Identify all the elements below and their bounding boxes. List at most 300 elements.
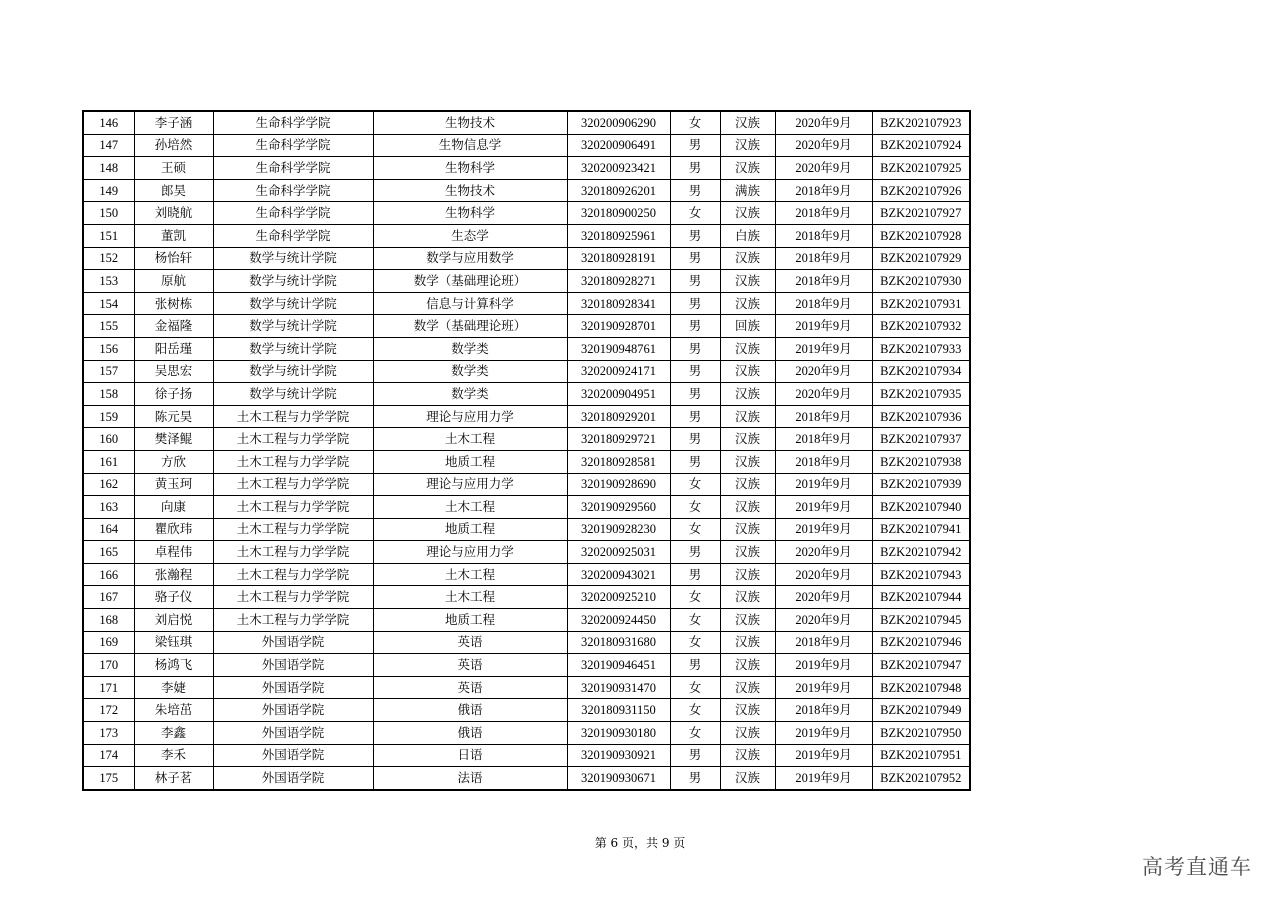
- table-row: [83, 157, 970, 180]
- index-cell: 153: [83, 270, 134, 293]
- major-cell: 英语: [373, 676, 567, 699]
- admission-date-cell: 2020年9月: [775, 586, 872, 609]
- major-cell: 英语: [373, 631, 567, 654]
- table-row: [83, 360, 970, 383]
- gender-cell: 女: [670, 609, 720, 632]
- index-cell: 170: [83, 654, 134, 677]
- certificate-code-cell: BZK202107951: [872, 744, 970, 767]
- gender-cell: 女: [670, 202, 720, 225]
- name-cell: 王硕: [134, 157, 213, 180]
- certificate-code-cell: BZK202107928: [872, 224, 970, 247]
- name-cell: 方欣: [134, 450, 213, 473]
- table-row: [83, 496, 970, 519]
- college-cell: 数学与统计学院: [213, 383, 373, 406]
- major-cell: 土木工程: [373, 496, 567, 519]
- college-cell: 外国语学院: [213, 744, 373, 767]
- student-roster-table: [82, 110, 971, 791]
- major-cell: 日语: [373, 744, 567, 767]
- student-id-cell: 320190928701: [567, 315, 670, 338]
- ethnicity-cell: 汉族: [720, 631, 775, 654]
- name-cell: 张瀚程: [134, 563, 213, 586]
- ethnicity-cell: 汉族: [720, 518, 775, 541]
- index-cell: 154: [83, 292, 134, 315]
- major-cell: 数学类: [373, 337, 567, 360]
- major-cell: 地质工程: [373, 518, 567, 541]
- ethnicity-cell: 汉族: [720, 609, 775, 632]
- table-row: [83, 405, 970, 428]
- name-cell: 李子涵: [134, 111, 213, 134]
- admission-date-cell: 2018年9月: [775, 450, 872, 473]
- major-cell: 法语: [373, 767, 567, 790]
- major-cell: 理论与应用力学: [373, 473, 567, 496]
- ethnicity-cell: 汉族: [720, 450, 775, 473]
- name-cell: 原航: [134, 270, 213, 293]
- ethnicity-cell: 汉族: [720, 744, 775, 767]
- gender-cell: 女: [670, 631, 720, 654]
- index-cell: 159: [83, 405, 134, 428]
- major-cell: 生物科学: [373, 157, 567, 180]
- admission-date-cell: 2020年9月: [775, 157, 872, 180]
- gender-cell: 男: [670, 428, 720, 451]
- student-id-cell: 320180931150: [567, 699, 670, 722]
- major-cell: 土木工程: [373, 428, 567, 451]
- index-cell: 149: [83, 179, 134, 202]
- gender-cell: 男: [670, 157, 720, 180]
- college-cell: 土木工程与力学学院: [213, 450, 373, 473]
- gender-cell: 女: [670, 473, 720, 496]
- table-row: [83, 315, 970, 338]
- major-cell: 理论与应用力学: [373, 405, 567, 428]
- certificate-code-cell: BZK202107929: [872, 247, 970, 270]
- page-number: 第 6 页，共 9 页: [594, 836, 686, 850]
- table-row: [83, 224, 970, 247]
- index-cell: 167: [83, 586, 134, 609]
- student-id-cell: 320200924450: [567, 609, 670, 632]
- index-cell: 166: [83, 563, 134, 586]
- college-cell: 土木工程与力学学院: [213, 405, 373, 428]
- student-id-cell: 320200923421: [567, 157, 670, 180]
- admission-date-cell: 2019年9月: [775, 722, 872, 745]
- student-id-cell: 320190930180: [567, 722, 670, 745]
- certificate-code-cell: BZK202107936: [872, 405, 970, 428]
- college-cell: 土木工程与力学学院: [213, 609, 373, 632]
- index-cell: 151: [83, 224, 134, 247]
- ethnicity-cell: 汉族: [720, 157, 775, 180]
- ethnicity-cell: 汉族: [720, 247, 775, 270]
- major-cell: 地质工程: [373, 450, 567, 473]
- admission-date-cell: 2019年9月: [775, 473, 872, 496]
- certificate-code-cell: BZK202107934: [872, 360, 970, 383]
- index-cell: 148: [83, 157, 134, 180]
- major-cell: 生物技术: [373, 179, 567, 202]
- gender-cell: 男: [670, 224, 720, 247]
- certificate-code-cell: BZK202107925: [872, 157, 970, 180]
- index-cell: 162: [83, 473, 134, 496]
- index-cell: 157: [83, 360, 134, 383]
- name-cell: 金福隆: [134, 315, 213, 338]
- certificate-code-cell: BZK202107945: [872, 609, 970, 632]
- name-cell: 刘晓航: [134, 202, 213, 225]
- index-cell: 172: [83, 699, 134, 722]
- certificate-code-cell: BZK202107949: [872, 699, 970, 722]
- index-cell: 147: [83, 134, 134, 157]
- gender-cell: 男: [670, 134, 720, 157]
- gender-cell: 男: [670, 654, 720, 677]
- certificate-code-cell: BZK202107940: [872, 496, 970, 519]
- major-cell: 信息与计算科学: [373, 292, 567, 315]
- gender-cell: 男: [670, 767, 720, 790]
- name-cell: 卓程伟: [134, 541, 213, 564]
- gender-cell: 女: [670, 676, 720, 699]
- student-id-cell: 320200904951: [567, 383, 670, 406]
- admission-date-cell: 2019年9月: [775, 518, 872, 541]
- student-id-cell: 320190946451: [567, 654, 670, 677]
- certificate-code-cell: BZK202107947: [872, 654, 970, 677]
- college-cell: 生命科学学院: [213, 179, 373, 202]
- college-cell: 外国语学院: [213, 676, 373, 699]
- certificate-code-cell: BZK202107931: [872, 292, 970, 315]
- major-cell: 数学（基础理论班）: [373, 315, 567, 338]
- index-cell: 163: [83, 496, 134, 519]
- college-cell: 数学与统计学院: [213, 292, 373, 315]
- gender-cell: 男: [670, 337, 720, 360]
- ethnicity-cell: 满族: [720, 179, 775, 202]
- index-cell: 156: [83, 337, 134, 360]
- name-cell: 瞿欣玮: [134, 518, 213, 541]
- ethnicity-cell: 汉族: [720, 654, 775, 677]
- index-cell: 168: [83, 609, 134, 632]
- certificate-code-cell: BZK202107937: [872, 428, 970, 451]
- index-cell: 152: [83, 247, 134, 270]
- major-cell: 英语: [373, 654, 567, 677]
- name-cell: 刘启悦: [134, 609, 213, 632]
- ethnicity-cell: 汉族: [720, 767, 775, 790]
- student-id-cell: 320200925031: [567, 541, 670, 564]
- gender-cell: 女: [670, 722, 720, 745]
- name-cell: 林子茗: [134, 767, 213, 790]
- college-cell: 土木工程与力学学院: [213, 496, 373, 519]
- name-cell: 黄玉珂: [134, 473, 213, 496]
- ethnicity-cell: 汉族: [720, 270, 775, 293]
- college-cell: 生命科学学院: [213, 134, 373, 157]
- ethnicity-cell: 汉族: [720, 473, 775, 496]
- college-cell: 生命科学学院: [213, 224, 373, 247]
- student-id-cell: 320200924171: [567, 360, 670, 383]
- ethnicity-cell: 汉族: [720, 676, 775, 699]
- table-row: [83, 202, 970, 225]
- student-id-cell: 320190930921: [567, 744, 670, 767]
- ethnicity-cell: 汉族: [720, 541, 775, 564]
- table-row: [83, 563, 970, 586]
- ethnicity-cell: 汉族: [720, 360, 775, 383]
- admission-date-cell: 2020年9月: [775, 383, 872, 406]
- major-cell: 俄语: [373, 699, 567, 722]
- student-id-cell: 320200925210: [567, 586, 670, 609]
- name-cell: 张树栋: [134, 292, 213, 315]
- name-cell: 董凯: [134, 224, 213, 247]
- student-id-cell: 320180928341: [567, 292, 670, 315]
- index-cell: 155: [83, 315, 134, 338]
- roster-body: [83, 111, 970, 790]
- table-row: [83, 586, 970, 609]
- index-cell: 164: [83, 518, 134, 541]
- gender-cell: 男: [670, 292, 720, 315]
- student-id-cell: 320180925961: [567, 224, 670, 247]
- name-cell: 向康: [134, 496, 213, 519]
- gender-cell: 女: [670, 699, 720, 722]
- index-cell: 173: [83, 722, 134, 745]
- student-id-cell: 320200906290: [567, 111, 670, 134]
- name-cell: 骆子仪: [134, 586, 213, 609]
- major-cell: 数学（基础理论班）: [373, 270, 567, 293]
- admission-date-cell: 2018年9月: [775, 292, 872, 315]
- table-row: [83, 767, 970, 790]
- admission-date-cell: 2019年9月: [775, 496, 872, 519]
- college-cell: 外国语学院: [213, 767, 373, 790]
- ethnicity-cell: 汉族: [720, 202, 775, 225]
- ethnicity-cell: 白族: [720, 224, 775, 247]
- admission-date-cell: 2018年9月: [775, 179, 872, 202]
- student-id-cell: 320180931680: [567, 631, 670, 654]
- certificate-code-cell: BZK202107926: [872, 179, 970, 202]
- certificate-code-cell: BZK202107924: [872, 134, 970, 157]
- admission-date-cell: 2018年9月: [775, 699, 872, 722]
- admission-date-cell: 2020年9月: [775, 541, 872, 564]
- name-cell: 樊泽鲲: [134, 428, 213, 451]
- admission-date-cell: 2018年9月: [775, 631, 872, 654]
- ethnicity-cell: 回族: [720, 315, 775, 338]
- admission-date-cell: 2020年9月: [775, 134, 872, 157]
- college-cell: 土木工程与力学学院: [213, 428, 373, 451]
- table-row: [83, 134, 970, 157]
- college-cell: 数学与统计学院: [213, 360, 373, 383]
- college-cell: 外国语学院: [213, 654, 373, 677]
- certificate-code-cell: BZK202107943: [872, 563, 970, 586]
- admission-date-cell: 2019年9月: [775, 654, 872, 677]
- gender-cell: 女: [670, 496, 720, 519]
- gender-cell: 男: [670, 383, 720, 406]
- name-cell: 吴思宏: [134, 360, 213, 383]
- admission-date-cell: 2020年9月: [775, 360, 872, 383]
- ethnicity-cell: 汉族: [720, 428, 775, 451]
- table-row: [83, 722, 970, 745]
- certificate-code-cell: BZK202107938: [872, 450, 970, 473]
- certificate-code-cell: BZK202107932: [872, 315, 970, 338]
- table-row: [83, 518, 970, 541]
- certificate-code-cell: BZK202107927: [872, 202, 970, 225]
- student-id-cell: 320180928271: [567, 270, 670, 293]
- name-cell: 朱培茁: [134, 699, 213, 722]
- major-cell: 土木工程: [373, 563, 567, 586]
- college-cell: 外国语学院: [213, 722, 373, 745]
- student-id-cell: 320180900250: [567, 202, 670, 225]
- gender-cell: 男: [670, 541, 720, 564]
- gender-cell: 男: [670, 405, 720, 428]
- index-cell: 175: [83, 767, 134, 790]
- admission-date-cell: 2018年9月: [775, 270, 872, 293]
- table-row: [83, 383, 970, 406]
- name-cell: 郎昊: [134, 179, 213, 202]
- table-row: [83, 609, 970, 632]
- student-id-cell: 320180929201: [567, 405, 670, 428]
- name-cell: 徐子扬: [134, 383, 213, 406]
- student-id-cell: 320190930671: [567, 767, 670, 790]
- index-cell: 160: [83, 428, 134, 451]
- name-cell: 杨怡轩: [134, 247, 213, 270]
- student-id-cell: 320180926201: [567, 179, 670, 202]
- table-row: [83, 541, 970, 564]
- name-cell: 梁钰琪: [134, 631, 213, 654]
- major-cell: 数学与应用数学: [373, 247, 567, 270]
- admission-date-cell: 2019年9月: [775, 744, 872, 767]
- certificate-code-cell: BZK202107948: [872, 676, 970, 699]
- table-row: [83, 473, 970, 496]
- table-row: [83, 428, 970, 451]
- student-id-cell: 320190928230: [567, 518, 670, 541]
- college-cell: 外国语学院: [213, 699, 373, 722]
- table-row: [83, 337, 970, 360]
- certificate-code-cell: BZK202107939: [872, 473, 970, 496]
- index-cell: 146: [83, 111, 134, 134]
- major-cell: 生态学: [373, 224, 567, 247]
- student-id-cell: 320200943021: [567, 563, 670, 586]
- certificate-code-cell: BZK202107935: [872, 383, 970, 406]
- certificate-code-cell: BZK202107950: [872, 722, 970, 745]
- major-cell: 地质工程: [373, 609, 567, 632]
- college-cell: 数学与统计学院: [213, 247, 373, 270]
- table-row: [83, 631, 970, 654]
- college-cell: 外国语学院: [213, 631, 373, 654]
- name-cell: 李鑫: [134, 722, 213, 745]
- table-row: [83, 450, 970, 473]
- table-row: [83, 111, 970, 134]
- gender-cell: 女: [670, 586, 720, 609]
- gender-cell: 女: [670, 518, 720, 541]
- watermark-logo: 高考直通车: [1142, 855, 1252, 879]
- gender-cell: 男: [670, 315, 720, 338]
- admission-date-cell: 2018年9月: [775, 224, 872, 247]
- index-cell: 158: [83, 383, 134, 406]
- college-cell: 土木工程与力学学院: [213, 473, 373, 496]
- major-cell: 俄语: [373, 722, 567, 745]
- name-cell: 李婕: [134, 676, 213, 699]
- name-cell: 杨鸿飞: [134, 654, 213, 677]
- gender-cell: 男: [670, 270, 720, 293]
- certificate-code-cell: BZK202107942: [872, 541, 970, 564]
- ethnicity-cell: 汉族: [720, 134, 775, 157]
- table-row: [83, 676, 970, 699]
- college-cell: 数学与统计学院: [213, 337, 373, 360]
- admission-date-cell: 2020年9月: [775, 609, 872, 632]
- ethnicity-cell: 汉族: [720, 337, 775, 360]
- admission-date-cell: 2018年9月: [775, 202, 872, 225]
- major-cell: 生物科学: [373, 202, 567, 225]
- college-cell: 生命科学学院: [213, 202, 373, 225]
- student-id-cell: 320190928690: [567, 473, 670, 496]
- college-cell: 土木工程与力学学院: [213, 518, 373, 541]
- student-id-cell: 320200906491: [567, 134, 670, 157]
- college-cell: 土木工程与力学学院: [213, 563, 373, 586]
- table-row: [83, 699, 970, 722]
- major-cell: 数学类: [373, 360, 567, 383]
- certificate-code-cell: BZK202107944: [872, 586, 970, 609]
- college-cell: 数学与统计学院: [213, 270, 373, 293]
- table-row: [83, 247, 970, 270]
- certificate-code-cell: BZK202107923: [872, 111, 970, 134]
- major-cell: 理论与应用力学: [373, 541, 567, 564]
- gender-cell: 男: [670, 744, 720, 767]
- ethnicity-cell: 汉族: [720, 722, 775, 745]
- gender-cell: 女: [670, 111, 720, 134]
- admission-date-cell: 2020年9月: [775, 111, 872, 134]
- student-id-cell: 320190931470: [567, 676, 670, 699]
- major-cell: 生物技术: [373, 111, 567, 134]
- ethnicity-cell: 汉族: [720, 383, 775, 406]
- college-cell: 土木工程与力学学院: [213, 541, 373, 564]
- table-row: [83, 179, 970, 202]
- table-row: [83, 270, 970, 293]
- gender-cell: 男: [670, 247, 720, 270]
- name-cell: 李禾: [134, 744, 213, 767]
- table-row: [83, 654, 970, 677]
- admission-date-cell: 2018年9月: [775, 428, 872, 451]
- college-cell: 土木工程与力学学院: [213, 586, 373, 609]
- certificate-code-cell: BZK202107946: [872, 631, 970, 654]
- college-cell: 生命科学学院: [213, 111, 373, 134]
- ethnicity-cell: 汉族: [720, 292, 775, 315]
- admission-date-cell: 2019年9月: [775, 767, 872, 790]
- admission-date-cell: 2018年9月: [775, 247, 872, 270]
- major-cell: 土木工程: [373, 586, 567, 609]
- index-cell: 165: [83, 541, 134, 564]
- admission-date-cell: 2019年9月: [775, 315, 872, 338]
- student-id-cell: 320190948761: [567, 337, 670, 360]
- index-cell: 171: [83, 676, 134, 699]
- admission-date-cell: 2020年9月: [775, 563, 872, 586]
- ethnicity-cell: 汉族: [720, 699, 775, 722]
- index-cell: 174: [83, 744, 134, 767]
- certificate-code-cell: BZK202107952: [872, 767, 970, 790]
- major-cell: 数学类: [373, 383, 567, 406]
- college-cell: 数学与统计学院: [213, 315, 373, 338]
- ethnicity-cell: 汉族: [720, 111, 775, 134]
- index-cell: 169: [83, 631, 134, 654]
- index-cell: 161: [83, 450, 134, 473]
- student-id-cell: 320190929560: [567, 496, 670, 519]
- name-cell: 阳岳瑾: [134, 337, 213, 360]
- gender-cell: 男: [670, 179, 720, 202]
- ethnicity-cell: 汉族: [720, 496, 775, 519]
- admission-date-cell: 2019年9月: [775, 337, 872, 360]
- admission-date-cell: 2019年9月: [775, 676, 872, 699]
- admission-date-cell: 2018年9月: [775, 405, 872, 428]
- ethnicity-cell: 汉族: [720, 405, 775, 428]
- name-cell: 孙培然: [134, 134, 213, 157]
- certificate-code-cell: BZK202107930: [872, 270, 970, 293]
- certificate-code-cell: BZK202107941: [872, 518, 970, 541]
- student-id-cell: 320180929721: [567, 428, 670, 451]
- gender-cell: 男: [670, 360, 720, 383]
- gender-cell: 男: [670, 563, 720, 586]
- student-id-cell: 320180928191: [567, 247, 670, 270]
- table-row: [83, 744, 970, 767]
- index-cell: 150: [83, 202, 134, 225]
- ethnicity-cell: 汉族: [720, 563, 775, 586]
- gender-cell: 男: [670, 450, 720, 473]
- name-cell: 陈元昊: [134, 405, 213, 428]
- certificate-code-cell: BZK202107933: [872, 337, 970, 360]
- college-cell: 生命科学学院: [213, 157, 373, 180]
